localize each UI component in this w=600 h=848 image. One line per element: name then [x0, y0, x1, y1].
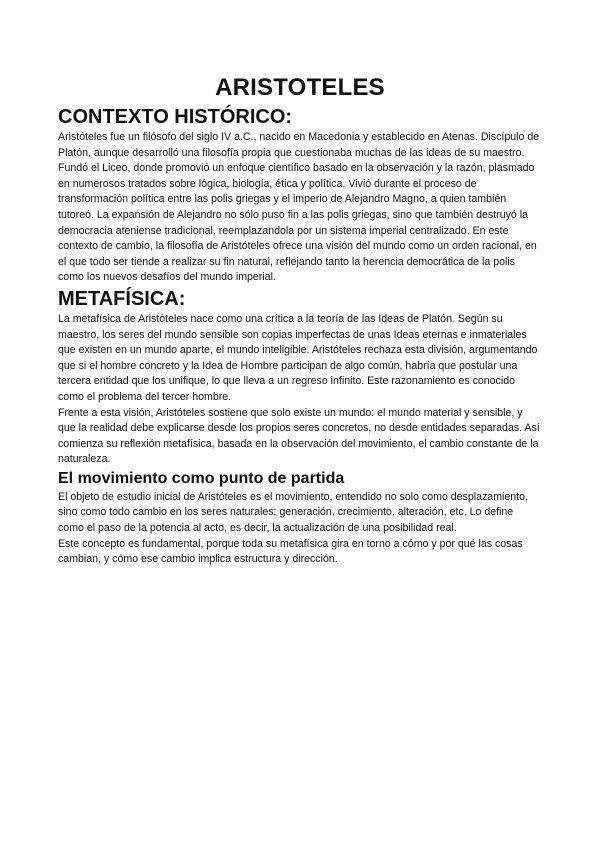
paragraph-movimiento-2: Este concepto es fundamental, porque toda su metafísica gira en torno a cómo y por qué las cosas cambian, y cómo ese cambio implica estructura y dirección.: [58, 537, 523, 566]
paragraph-contexto-historico: Aristóteles fue un filósofo del siglo IV a.C., nacido en Macedonia y establecido en Atenas. Discípulo de Platón, aunque desarrolló una filosofía propia que cuestionaba muchas de las ideas de su maestro. Fundó el Liceo, donde promovió un enfoque científico basado en la observación y la razón, plasmado en numerosos tratados sobre lógica, biología, ética y política. Vivió durante el proceso de transformación política entre las polis griegas y el imperio de Alejandro Magno, a quien también tutoreó. La expansión de Alejandro no sólo puso fin a las polis griegas, sino que también destruyó la democracia ateniense tradicional, reemplazandola por un sistema imperial centralizado. En este contexto de cambio, la filosofía de Aristóteles ofrece una visión del mundo como un orden racional, en el que todo ser tiende a realizar su fin natural, reflejando tanto la herencia democrática de la polis como los nuevos desafíos del mundo imperial.: [58, 131, 540, 284]
section-heading-contexto-historico: CONTEXTO HISTÓRICO:: [58, 106, 293, 128]
subsection-heading-movimiento: El movimiento como punto de partida: [58, 469, 345, 487]
document-title: ARISTOTELES: [215, 74, 385, 101]
paragraph-movimiento-1: El objeto de estudio inicial de Aristóteles es el movimiento, entendido no solo como desplazamiento, sino como todo cambio en los seres naturales: generación, crecimiento, alteración, etc. Lo define como el paso de la potencia al acto, es decir, la actualización de una posibilidad real.: [58, 490, 528, 535]
paragraph-metafisica-1: La metafísica de Aristóteles nace como una crítica a la teoría de las Ideas de Platón. Según su maestro, los seres del mundo sensible son copias imperfectas de unas Ideas eternas e inmateriales que existen en un mundo aparte, el mundo inteligible. Aristóteles rechaza esta división, argumentando que si el hombre concreto y la Idea de Hombre participan de algo común, habría que postular una tercera entidad que los unifique, lo que lleva a un regreso infinito. Este razonamiento es conocido como el problema del tercer hombre.: [58, 312, 538, 403]
paragraph-metafisica-2: Frente a esta visión, Aristóteles sostiene que solo existe un mundo: el mundo material y sensible, y que la realidad debe explicarse desde los propios seres concretos, no desde entidades separadas. Así comienza su reflexión metafísica, basada en la observación del movimiento, el cambio constante de la naturaleza.: [58, 406, 540, 466]
section-heading-metafisica: METAFÍSICA:: [58, 287, 186, 310]
